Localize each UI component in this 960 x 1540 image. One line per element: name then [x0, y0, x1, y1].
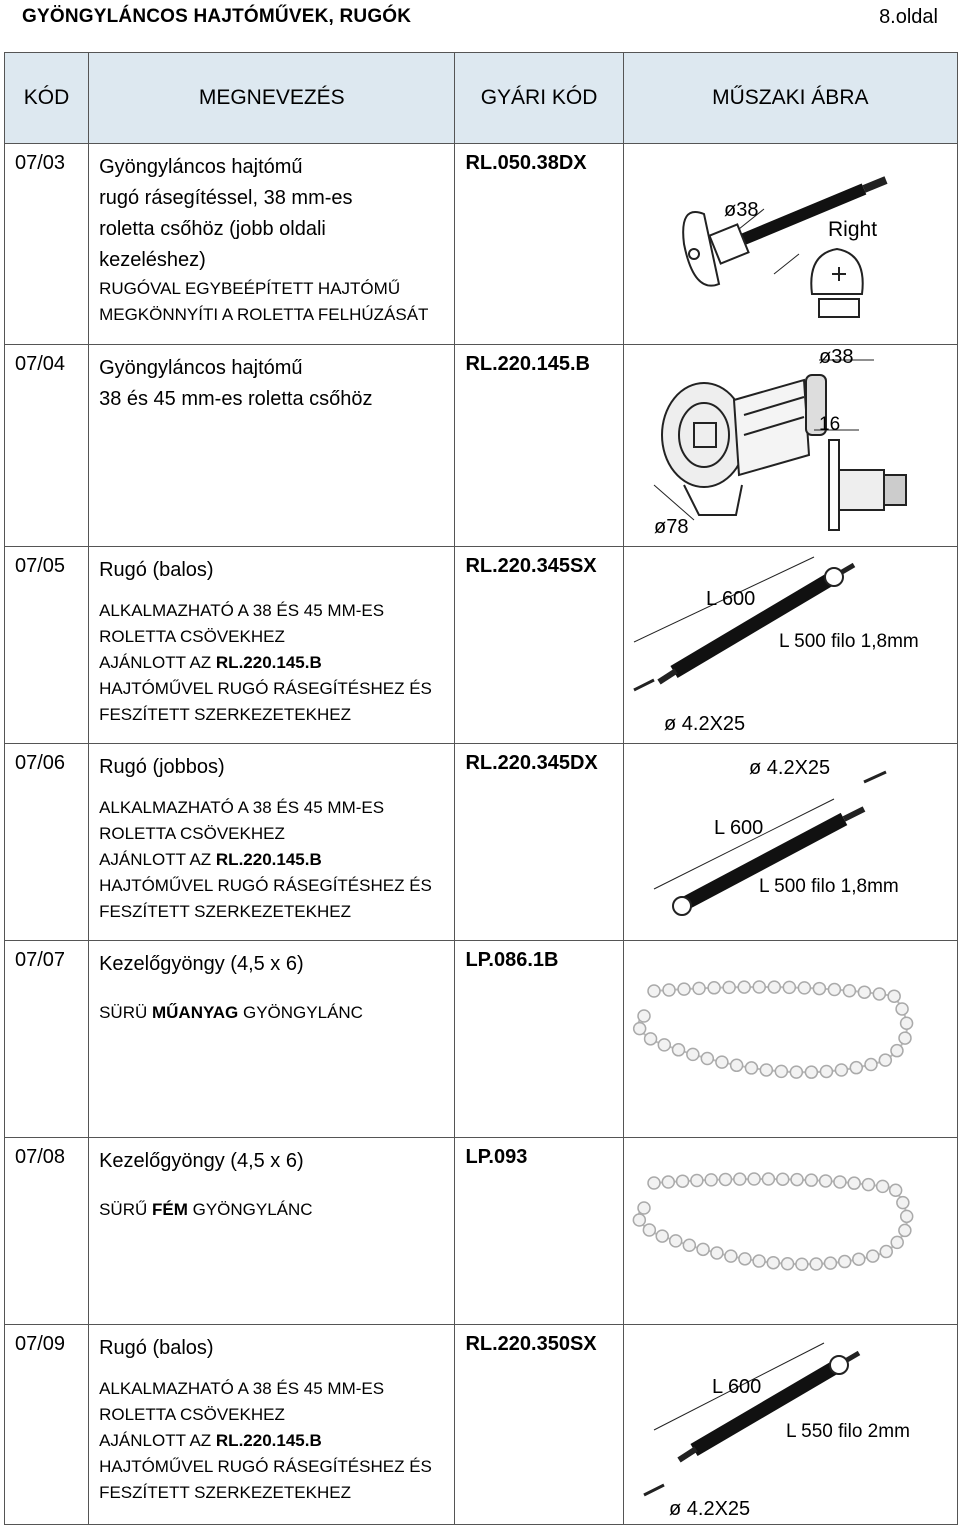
length-label: L 600 — [705, 588, 755, 610]
table-row — [5, 547, 958, 744]
bead — [889, 1184, 901, 1196]
spring-left-2mm-drawing — [624, 1325, 958, 1523]
bead — [819, 1175, 831, 1187]
bead — [834, 1176, 846, 1188]
manufacturer-code: RL.220.345SX — [465, 555, 597, 577]
bead — [896, 1197, 908, 1209]
bead — [900, 1210, 912, 1222]
bead — [662, 1176, 674, 1188]
spring-right-drawing — [624, 744, 958, 940]
bead — [791, 1174, 803, 1186]
bead — [643, 1224, 655, 1236]
bead — [848, 1177, 860, 1189]
bead — [891, 1045, 903, 1057]
bead — [899, 1032, 911, 1044]
table-row — [5, 744, 958, 941]
length-label: L 600 — [711, 1376, 761, 1398]
spring-label: L 550 filo 2mm — [785, 1421, 910, 1442]
bead — [676, 1175, 688, 1187]
document-title: GYÖNGYLÁNCOS HAJTÓMŰVEK, RUGÓK — [22, 6, 412, 27]
bead — [810, 1258, 822, 1270]
bead — [672, 1044, 684, 1056]
chain-drive-drawing — [624, 345, 958, 545]
bead — [711, 1247, 723, 1259]
bead — [724, 1250, 736, 1262]
product-note: ALKALMAZHATÓ A 38 ÉS 45 MM-ES ROLETTA CSÖVEKHEZ AJÁNLOTT AZ RL.220.145.B HAJTÓMŰVEL RUGÓ RÁSEGÍTÉSHEZ ÉS FESZÍTETT SZERKEZETEKHEZ — [99, 601, 432, 724]
bead — [838, 1256, 850, 1268]
table-row — [5, 1138, 958, 1325]
page-header — [0, 0, 960, 36]
bead — [745, 1062, 757, 1074]
bead — [858, 986, 870, 998]
bead — [767, 1257, 779, 1269]
product-name: Kezelőgyöngy (4,5 x 6) — [99, 953, 304, 975]
bead — [686, 1048, 698, 1060]
bead — [760, 1064, 772, 1076]
bead — [805, 1174, 817, 1186]
bead — [781, 1258, 793, 1270]
product-name: Gyöngyláncos hajtómű 38 és 45 mm-es roletta csőhöz — [99, 357, 373, 410]
bead — [762, 1173, 774, 1185]
bead — [738, 981, 750, 993]
bead — [888, 990, 900, 1002]
product-code: 07/09 — [15, 1333, 66, 1355]
bead — [693, 982, 705, 994]
manufacturer-code: RL.220.350SX — [465, 1333, 597, 1355]
bead — [663, 984, 675, 996]
spring-label: L 500 filo 1,8mm — [758, 876, 899, 897]
bead — [723, 981, 735, 993]
bead — [648, 985, 660, 997]
pin-label: ø 4.2X25 — [668, 1498, 750, 1520]
bead — [658, 1039, 670, 1051]
product-note: ALKALMAZHATÓ A 38 ÉS 45 MM-ES ROLETTA CSÖVEKHEZ AJÁNLOTT AZ RL.220.145.B HAJTÓMŰVEL RUGÓ RÁSEGÍTÉSHEZ ÉS FESZÍTETT SZERKEZETEKHEZ — [99, 1379, 432, 1502]
pin-label: ø 4.2X25 — [663, 713, 745, 735]
product-code: 07/07 — [15, 949, 66, 971]
bead — [880, 1246, 892, 1258]
outer-diameter-label: ø78 — [653, 516, 689, 538]
bead — [820, 1065, 832, 1077]
table-row — [5, 941, 958, 1138]
product-name: Gyöngyláncos hajtómű rugó rásegítéssel, 38 mm-es roletta csőhöz (jobb oldali kezeléshez) — [99, 156, 353, 271]
manufacturer-code: LP.086.1B — [465, 949, 559, 971]
bead — [648, 1177, 660, 1189]
product-name: Kezelőgyöngy (4,5 x 6) — [99, 1150, 304, 1172]
diameter-label: ø38 — [723, 199, 759, 221]
bead — [768, 981, 780, 993]
table-header-row — [5, 53, 958, 144]
bead-chain-metal-drawing — [624, 1138, 958, 1324]
bead — [876, 1180, 888, 1192]
product-code: 07/05 — [15, 555, 66, 577]
bead — [898, 1224, 910, 1236]
product-code: 07/03 — [15, 152, 66, 174]
bead — [873, 988, 885, 1000]
product-note: SÜRÜ MŰANYAG GYÖNGYLÁNC — [99, 1003, 363, 1022]
bead — [805, 1066, 817, 1078]
product-code: 07/04 — [15, 353, 66, 375]
bead — [678, 983, 690, 995]
column-header-drawing: MŰSZAKI ÁBRA — [623, 53, 957, 144]
bead — [669, 1235, 681, 1247]
product-note: RUGÓVAL EGYBEÉPÍTETT HAJTÓMŰ MEGKÖNNYÍTI A ROLETTA FELHÚZÁSÁT — [99, 279, 429, 324]
product-code: 07/06 — [15, 752, 66, 774]
bead — [719, 1173, 731, 1185]
bead — [896, 1003, 908, 1015]
bead — [753, 1255, 765, 1267]
bead — [852, 1253, 864, 1265]
bead — [705, 1174, 717, 1186]
bead — [733, 1173, 745, 1185]
pin-label: ø 4.2X25 — [748, 757, 830, 779]
bead — [748, 1173, 760, 1185]
bead — [783, 981, 795, 993]
bead — [828, 984, 840, 996]
bead — [753, 981, 765, 993]
bead — [798, 982, 810, 994]
page-number: 8.oldal — [879, 6, 938, 28]
bead — [813, 983, 825, 995]
product-code: 07/08 — [15, 1146, 66, 1168]
table-row — [5, 345, 958, 547]
bead — [879, 1054, 891, 1066]
bead — [795, 1258, 807, 1270]
bead — [708, 982, 720, 994]
bead — [776, 1173, 788, 1185]
bead — [850, 1062, 862, 1074]
bead — [638, 1202, 650, 1214]
bead — [644, 1033, 656, 1045]
manufacturer-code: LP.093 — [465, 1146, 528, 1168]
column-header-code: KÓD — [5, 53, 89, 144]
manufacturer-code: RL.220.345DX — [465, 752, 598, 774]
bead — [633, 1023, 645, 1035]
diameter-label: ø38 — [818, 346, 854, 368]
bead — [866, 1250, 878, 1262]
bead — [701, 1052, 713, 1064]
column-header-name: MEGNEVEZÉS — [89, 53, 455, 144]
table-row — [5, 144, 958, 345]
product-note: ALKALMAZHATÓ A 38 ÉS 45 MM-ES ROLETTA CSÖVEKHEZ AJÁNLOTT AZ RL.220.145.B HAJTÓMŰVEL RUGÓ RÁSEGÍTÉSHEZ ÉS FESZÍTETT SZERKEZETEKHEZ — [99, 798, 432, 921]
product-name: Rugó (balos) — [99, 1337, 214, 1359]
bead — [891, 1236, 903, 1248]
bead — [843, 985, 855, 997]
bead — [730, 1059, 742, 1071]
bead — [739, 1253, 751, 1265]
product-note: SÜRŰ FÉM GYÖNGYLÁNC — [99, 1200, 313, 1219]
bead — [900, 1017, 912, 1029]
bead — [638, 1010, 650, 1022]
bead — [656, 1230, 668, 1242]
manufacturer-code: RL.220.145.B — [465, 353, 590, 375]
bead — [865, 1059, 877, 1071]
product-table — [4, 52, 958, 1525]
spring-label: L 500 filo 1,8mm — [778, 631, 919, 652]
bead — [835, 1064, 847, 1076]
side-label: Right — [827, 218, 877, 241]
bead — [862, 1179, 874, 1191]
bead — [775, 1065, 787, 1077]
chain-drive-spring-drawing — [624, 144, 958, 344]
bead — [716, 1056, 728, 1068]
bead — [697, 1243, 709, 1255]
spring-left-drawing — [624, 547, 958, 743]
column-header-mfr-code: GYÁRI KÓD — [455, 53, 623, 144]
product-name: Rugó (jobbos) — [99, 756, 225, 778]
bead-chain-plastic-drawing — [624, 941, 958, 1137]
manufacturer-code: RL.050.38DX — [465, 152, 587, 174]
bead — [633, 1214, 645, 1226]
bead — [683, 1239, 695, 1251]
bead — [690, 1174, 702, 1186]
length-label: 16 — [818, 414, 840, 435]
table-row — [5, 1325, 958, 1525]
product-name: Rugó (balos) — [99, 559, 214, 581]
bead — [790, 1066, 802, 1078]
bead — [824, 1257, 836, 1269]
length-label: L 600 — [713, 817, 763, 839]
